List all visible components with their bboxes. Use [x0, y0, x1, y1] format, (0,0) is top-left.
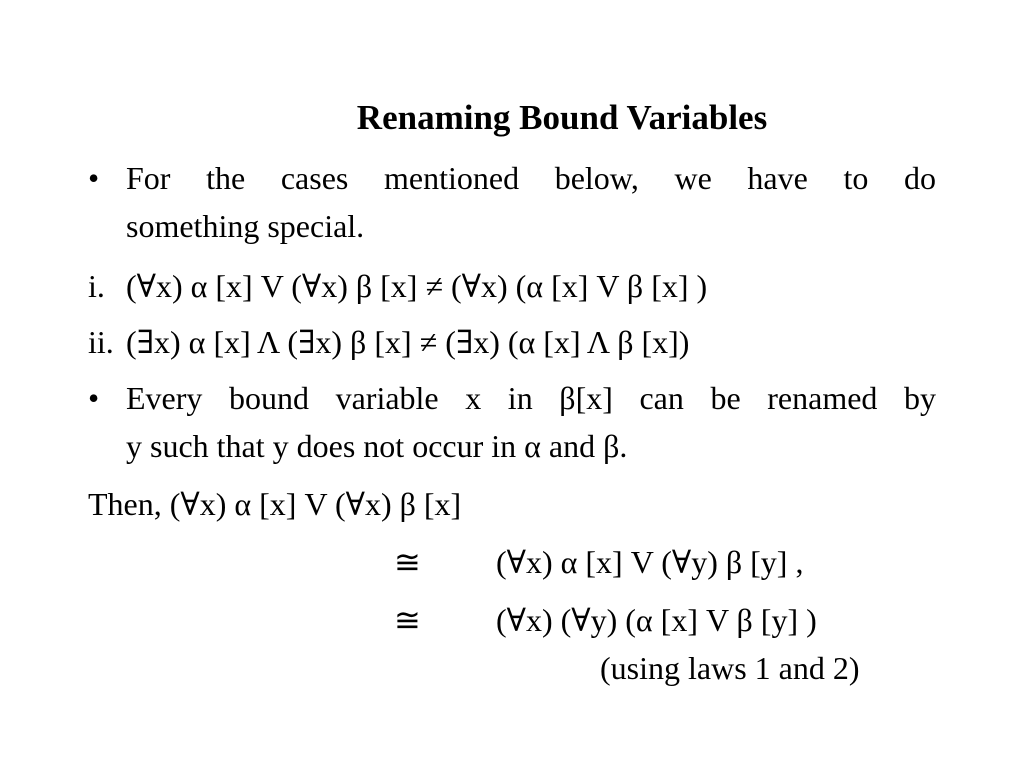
bullet-2-line-1: Every bound variable x in β[x] can be renamed by: [126, 380, 936, 416]
step-2-formula: (∀x) (∀y) (α [x] V β [y] ): [496, 602, 817, 638]
case-ii-label: ii.: [88, 324, 114, 360]
step-2-note: (using laws 1 and 2): [600, 650, 860, 686]
case-i-label: i.: [88, 268, 105, 304]
congruence-symbol: ≅: [394, 602, 421, 638]
step-1-formula: (∀x) α [x] V (∀y) β [y] ,: [496, 544, 804, 580]
bullet-2-line-2: y such that y does not occur in α and β.: [126, 428, 628, 464]
bullet-marker: •: [88, 380, 100, 416]
slide-title: Renaming Bound Variables: [356, 98, 768, 137]
bullet-1-line-2: something special.: [126, 208, 365, 244]
congruence-symbol: ≅: [394, 544, 421, 580]
bullet-marker: •: [88, 160, 100, 196]
case-ii-formula: (∃x) α [x] Λ (∃x) β [x] ≠ (∃x) (α [x] Λ β [x]): [126, 324, 690, 360]
case-i-formula: (∀x) α [x] V (∀x) β [x] ≠ (∀x) (α [x] V β [x] ): [126, 268, 708, 304]
then-formula: Then, (∀x) α [x] V (∀x) β [x]: [88, 486, 462, 522]
bullet-1-line-1: For the cases mentioned below, we have to do: [126, 160, 936, 196]
